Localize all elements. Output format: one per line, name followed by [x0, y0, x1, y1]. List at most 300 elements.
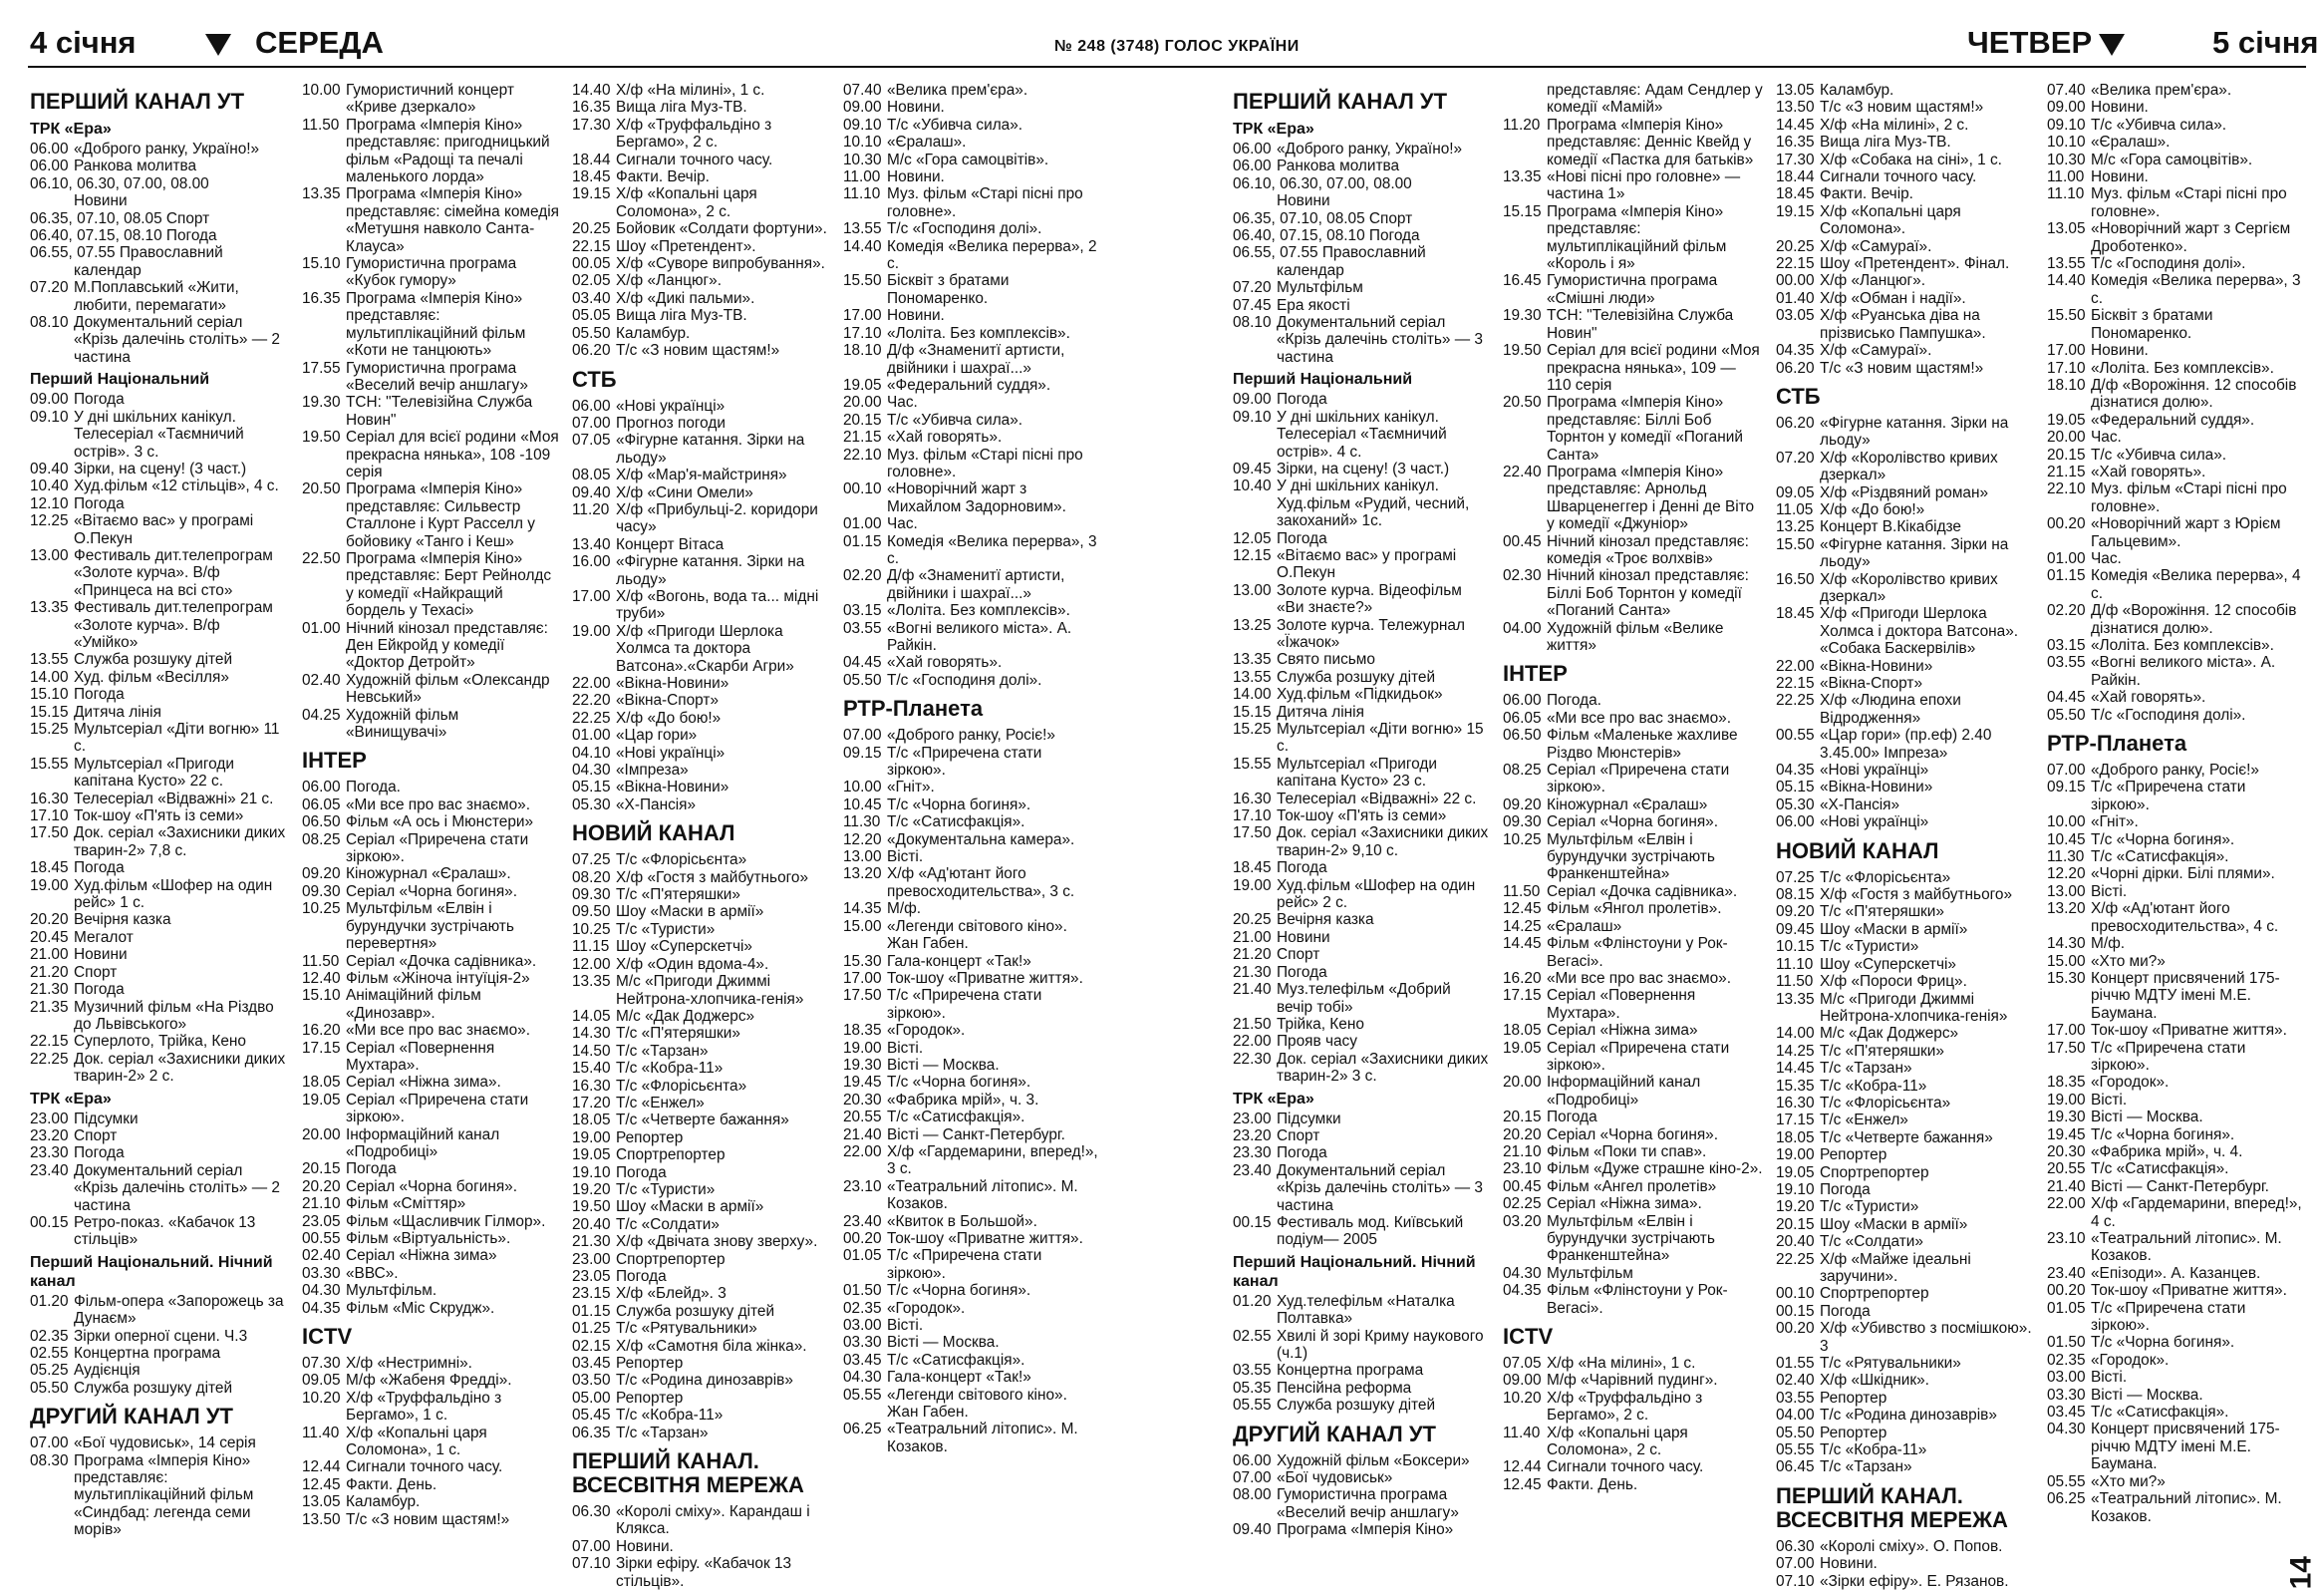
listing-time: 21.20: [1233, 946, 1272, 964]
listing-row: [1503, 813, 1764, 830]
listing-time: 01.50: [2047, 1334, 2086, 1352]
listing-time: 03.55: [843, 619, 882, 637]
listing-time: 02.40: [302, 1247, 341, 1265]
listing-title: Спортрепортер: [1820, 1285, 1929, 1303]
listing-time: 13.55: [2047, 255, 2086, 273]
listing-time: 18.45: [30, 859, 69, 877]
listing-row: [2047, 82, 2304, 99]
listing-title: Т/с «Убивча сила».: [887, 116, 1023, 134]
listing-title: «Цар гори» (пр.еф) 2.40 3.45.00» Імпреза»: [1820, 727, 1992, 762]
listing-row: [2047, 515, 2304, 550]
listing-title: Худ.фільм «Шофер на один рейс» 1 с.: [74, 876, 273, 912]
listing-time: 20.00: [2047, 429, 2086, 447]
listing-row: [30, 391, 287, 408]
listing-row: [1503, 117, 1764, 168]
listing-title: Мультфільм «Елвін і бурундучки зустрічають Франкенштейна»: [1547, 830, 1715, 883]
listing-row: [572, 1251, 829, 1268]
listing-time: 02.25: [1503, 1195, 1542, 1213]
listing-title: «Ми все про вас знаємо».: [346, 795, 530, 813]
listing-row: [30, 477, 287, 494]
listing-time: 13.50: [302, 1510, 341, 1528]
header-rule: [28, 66, 2306, 68]
listing-row: [572, 1303, 829, 1320]
listing-title: Х/ф «Копальні царя Соломона», 2 с.: [616, 185, 757, 220]
listing-title: Новини.: [2091, 342, 2149, 360]
listing-row: [30, 1345, 287, 1362]
listing-title: Погода.: [346, 779, 401, 796]
listing-title: [1420, 227, 1490, 244]
listing-time: 04.00: [1503, 619, 1542, 637]
listing-row: [1503, 394, 1764, 464]
listing-row: [2047, 550, 2304, 567]
listing-time: 17.00: [843, 969, 882, 987]
listing-title: Мультфільм: [1547, 1264, 1633, 1282]
listing-title: Дитяча лінія: [74, 703, 161, 721]
listing-time: 12.45: [1503, 900, 1542, 918]
listing-time: 18.45: [1776, 605, 1815, 623]
listing-time: 07.00: [1233, 1469, 1272, 1487]
listing-row: [1233, 1521, 1490, 1538]
listing-row: [302, 672, 563, 707]
listing-time: 05.35: [1233, 1379, 1272, 1397]
listing-row: [843, 987, 1100, 1022]
listing-time: 03.55: [1233, 1362, 1272, 1380]
listing-title: «Хай говорять».: [887, 429, 1003, 447]
listing-title: Т/с «Флорісьєнта»: [616, 851, 747, 869]
listing-time: 01.00: [2047, 549, 2086, 567]
listing-row: [30, 704, 287, 721]
listing-title: Т/с «Солдати»: [616, 1215, 720, 1233]
listing-title: Серіал для всієї родини «Моя прекрасна нянька», 108 -109 серія: [346, 429, 559, 480]
listing-row: [843, 325, 1100, 342]
listing-time: 07.40: [843, 82, 882, 99]
listing-title: «Гніт».: [887, 779, 935, 796]
listing-title: [209, 175, 287, 192]
listing-time: 09.50: [572, 903, 611, 921]
listing-time: 19.50: [1503, 342, 1542, 360]
listing-title: Х/ф «Людина епохи Відродження»: [1820, 692, 1961, 727]
listing-time: 19.00: [572, 1128, 611, 1146]
listing-time: 12.15: [1233, 546, 1272, 564]
listing-row: [1503, 620, 1764, 655]
listing-title: Ранкова молитва: [74, 158, 197, 175]
listing-title: Комедія «Велика перерва», 3 с.: [887, 532, 1097, 567]
listing-row: [572, 710, 829, 727]
listing-row: [1503, 1160, 1764, 1177]
listing-row: [843, 220, 1100, 237]
listing-time: 18.35: [843, 1022, 882, 1040]
listing-title: Д/ф «Знаменитї артисти, двійники і шахраї...»: [887, 567, 1065, 602]
listing-title: Програма «Імперія Кіно» представляє: Арнольд Шварценеггер і Денні де Віто у комедії «Джуніор»: [1547, 463, 1755, 533]
listing-time: 08.25: [302, 830, 341, 848]
listing-row: [302, 1040, 563, 1075]
listing-time: 19.00: [843, 1039, 882, 1057]
left-day: СЕРЕДА: [255, 25, 384, 60]
listing-row: [30, 244, 287, 261]
listing-time: 05.55: [2047, 1472, 2086, 1490]
listing-row: [1233, 1214, 1490, 1249]
listing-title: «Цар гори»: [616, 727, 698, 745]
listing-row: [1503, 1126, 1764, 1143]
listing-row: [572, 1555, 829, 1590]
listing-row: [302, 1493, 563, 1510]
listing-row: [2047, 1178, 2304, 1195]
listing-row: [572, 1164, 829, 1181]
listing-title: Вища ліга Муз-ТВ.: [1820, 134, 1951, 152]
listing-title: Т/с «Чорна богиня».: [2091, 1125, 2235, 1143]
listing-row: [572, 675, 829, 692]
listing-time: 10.20: [1503, 1389, 1542, 1407]
listing-time: 06.00: [30, 158, 69, 175]
listing-time: 21.10: [1503, 1142, 1542, 1160]
listing-time: 21.20: [30, 963, 69, 981]
listing-title: «Королі сміху». О. Попов.: [1820, 1537, 2003, 1555]
listing-row: [1503, 82, 1764, 117]
listing-row: [2047, 707, 2304, 724]
listing-time: 22.15: [1776, 675, 1815, 692]
listing-title: Зірки ефіру. «Кабачок 13 стільців».: [616, 1555, 792, 1590]
listing-row: [2047, 185, 2304, 220]
listing-row: [1233, 1362, 1490, 1379]
listing-time: 20.40: [572, 1215, 611, 1233]
listing-time: 19.15: [572, 185, 611, 203]
listing-title: Шоу «Суперскетчі»: [1820, 955, 1956, 973]
listing-row: [1776, 658, 2033, 675]
listing-time: 18.44: [572, 151, 611, 168]
listing-title: Шоу «Маски в армії»: [1820, 1215, 1968, 1233]
listing-time: 09.05: [1776, 483, 1815, 501]
listing-time: 16.35: [1776, 134, 1815, 152]
listing-time: 21.40: [1233, 981, 1272, 999]
listing-time: 13.05: [302, 1493, 341, 1511]
listing-time: 17.50: [2047, 1039, 2086, 1057]
listing-row: [302, 1230, 563, 1247]
listing-time: 10.40: [1233, 477, 1272, 495]
listing-time: 18.10: [2047, 376, 2086, 394]
listing-title: Фільм «Дуже страшне кіно-2».: [1547, 1160, 1763, 1178]
listing-time: 02.40: [302, 671, 341, 689]
listing-title: Х/ф «Сини Омели»: [616, 483, 753, 501]
listing-row: [1776, 796, 2033, 813]
listing-row: [2047, 654, 2304, 689]
listing-time: 23.40: [843, 1212, 882, 1230]
listing-time: 23.15: [572, 1285, 611, 1303]
listing-row: [1503, 692, 1764, 709]
listing-row: [1776, 238, 2033, 255]
listing-row: [572, 779, 829, 795]
listing-title: «Королі сміху». Карандаш і Клякса.: [616, 1503, 810, 1538]
listing-time: 03.15: [2047, 637, 2086, 654]
listing-time: 06.40, 07.15, 08.10 Погода: [1233, 227, 1420, 245]
listing-row: [572, 307, 829, 324]
listing-title: «Зірки ефіру». Е. Рязанов.: [1820, 1572, 2009, 1590]
listing-row: [302, 290, 563, 360]
listing-title: Т/с «П'ятеряшки»: [616, 1025, 740, 1043]
listing-time: 12.44: [302, 1458, 341, 1476]
listing-time: 22.00: [2047, 1195, 2086, 1213]
listing-title: Т/с «З новим щастям!»: [1820, 359, 1984, 377]
listing-row: [1776, 117, 2033, 134]
listing-time: 13.35: [30, 599, 69, 617]
listing-title: Служба розшуку дітей: [1277, 1397, 1436, 1415]
listing-title: «Єралаш».: [887, 134, 967, 152]
listing-row: [2047, 848, 2304, 865]
listing-title: Комедія «Велика перерва», 4 с.: [2091, 567, 2301, 602]
listing-row: [1233, 1033, 1490, 1050]
listing-title: Х/ф «Ад'ютант його превосходительства», 4 с.: [2091, 900, 2279, 935]
listing-row: [843, 1369, 1100, 1386]
listing-row: [843, 1247, 1100, 1282]
listing-title: «Театральний літопис». М. Козаков.: [2091, 1490, 2282, 1525]
column-4: [843, 82, 1100, 1455]
listing-time: 11.10: [843, 185, 881, 203]
listing-title: Вища ліга Муз-ТВ.: [616, 307, 747, 325]
listing-row: [843, 342, 1100, 377]
listing-title: Факти. День.: [346, 1475, 437, 1493]
listing-title: Шоу «Претендент».: [616, 237, 756, 255]
listing-time: 23.40: [1233, 1161, 1272, 1179]
listing-row: [1776, 1458, 2033, 1475]
listing-title: «Хай говорять».: [2091, 463, 2206, 480]
listing-time: 15.55: [1233, 755, 1272, 773]
listing-title: Х/ф «Різдвяний роман»: [1820, 483, 1989, 501]
listing-time: 06.50: [302, 813, 341, 831]
listing-time: 21.30: [1233, 963, 1272, 981]
listing-row: [1503, 1213, 1764, 1265]
listing-title: Час.: [887, 394, 918, 412]
listing-title: Х/ф «Королівство кривих дзеркал»: [1820, 449, 1998, 484]
listing-time: 22.25: [572, 709, 611, 727]
listing-time: 05.15: [572, 779, 611, 796]
subchannel-heading: ТРК «Ера»: [1233, 121, 1314, 138]
listing-row: [843, 620, 1100, 655]
listing-row: [1776, 185, 2033, 202]
listing-title: «Х-Пансія»: [1820, 795, 1900, 813]
listing-title: Новини: [1277, 192, 1330, 210]
listing-title: Х/ф «Копальні царя Соломона».: [1820, 202, 1961, 238]
listing-row: [572, 432, 829, 467]
listing-time: 03.30: [2047, 1386, 2086, 1404]
column-1: [30, 82, 287, 1539]
listing-row: [1503, 1390, 1764, 1425]
listing-title: Х/ф «Пригоди Шерлока Холмса і доктора Ватсона». «Собака Баскервілів»: [1820, 605, 2019, 658]
listing-time: 06.45: [1776, 1458, 1815, 1476]
listing-time: 05.30: [1776, 795, 1815, 813]
listing-row: [1776, 518, 2033, 535]
listing-title: Підсумки: [74, 1110, 139, 1127]
listing-title: Бісквіт з братами Пономаренко.: [2091, 307, 2213, 342]
listing-title: «Лоліта. Без комплексів».: [887, 324, 1070, 342]
listing-row: [572, 1198, 829, 1215]
listing-title: Х/ф «До бою!»: [1820, 500, 1925, 518]
listing-row: [302, 813, 563, 830]
listing-row: [572, 1407, 829, 1424]
listing-row: [843, 865, 1100, 900]
listing-row: [1503, 1355, 1764, 1372]
listing-row: [1776, 727, 2033, 762]
listing-time: 18.05: [1503, 1022, 1542, 1040]
listing-time: 23.30: [1233, 1144, 1272, 1162]
listing-time: 15.50: [843, 272, 882, 290]
listing-title: календар: [74, 261, 142, 279]
listing-row: [30, 1111, 287, 1127]
column-7: [1776, 82, 2033, 1590]
listing-time: 01.15: [572, 1302, 611, 1320]
listing-time: 11.20: [1503, 116, 1541, 134]
listing-row: [2047, 152, 2304, 168]
listing-row: [1233, 582, 1490, 617]
listing-time: 06.00: [1233, 1451, 1272, 1469]
listing-time: 22.15: [30, 1033, 69, 1051]
listing-time: 13.20: [2047, 900, 2086, 918]
listing-time: 13.00: [1233, 581, 1272, 599]
listing-row: [2047, 99, 2304, 116]
listing-time: 02.15: [572, 1337, 611, 1355]
listing-row: [843, 1317, 1100, 1334]
listing-title: Гумористична програма «Кубок гумору»: [346, 255, 517, 290]
listing-title: Т/с «Родина динозаврів»: [616, 1372, 793, 1390]
listing-row: [2047, 953, 2304, 970]
listing-title: М/с «Дак Доджерс»: [616, 1007, 755, 1025]
listing-row: [302, 796, 563, 813]
listing-time: 12.00: [572, 955, 611, 973]
listing-time: 13.35: [1503, 168, 1542, 186]
listing-title: Т/с «Кобра-11»: [1820, 1077, 1927, 1095]
listing-row: [572, 851, 829, 868]
listing-time: 09.20: [1503, 795, 1542, 813]
listing-title: Фільм «Поки ти спав».: [1547, 1142, 1707, 1160]
listing-time: 12.45: [302, 1475, 341, 1493]
listing-time: 09.10: [2047, 116, 2086, 134]
listing-title: Телесеріал «Відважні» 22 с.: [1277, 790, 1477, 807]
listing-time: 22.00: [1776, 657, 1815, 675]
listing-title: Шоу «Суперскетчі»: [616, 938, 752, 956]
listing-row: [2047, 1126, 2304, 1143]
listing-time: 09.00: [30, 391, 69, 409]
listing-title: Вісті — Санкт-Петербург.: [2091, 1177, 2269, 1195]
listing-row: [572, 255, 829, 272]
listing-title: Т/с «Солдати»: [1820, 1233, 1923, 1251]
listing-time: 22.25: [30, 1050, 69, 1068]
listing-row: [1503, 970, 1764, 987]
listing-time: 07.20: [30, 279, 69, 297]
listing-title: Серіал «Дочка садівника».: [346, 952, 537, 970]
listing-row: [302, 255, 563, 290]
listing-time: 23.10: [2047, 1230, 2086, 1247]
listing-title: Погода: [74, 1144, 125, 1162]
listing-title: Шоу «Маски в армії»: [616, 1198, 764, 1216]
listing-title: Сигнали точного часу.: [1547, 1458, 1704, 1476]
listing-row: [843, 117, 1100, 134]
listing-row: [2047, 970, 2304, 1022]
listing-title: «Вогні великого міста». А. Райкін.: [887, 619, 1072, 654]
listing-row: [1776, 1060, 2033, 1077]
listing-row: [572, 1181, 829, 1198]
listing-time: 07.00: [2047, 762, 2086, 780]
listing-row: [572, 938, 829, 955]
listing-title: Т/с «Тарзан»: [616, 1424, 709, 1441]
listing-title: Х/ф «Двічата знову зверху».: [616, 1233, 818, 1251]
listing-title: Х/ф «Ад'ютант його превосходительства», 3 с.: [887, 865, 1075, 900]
listing-time: 10.15: [1776, 938, 1815, 956]
listing-row: [843, 429, 1100, 446]
listing-time: 15.50: [1776, 535, 1815, 553]
listing-title: Х/ф «Ланцюг».: [616, 272, 723, 290]
listing-row: [843, 185, 1100, 220]
listing-row: [30, 1051, 287, 1086]
listing-title: М/ф.: [887, 900, 922, 918]
listing-row: [843, 953, 1100, 970]
listing-time: 22.10: [2047, 480, 2086, 498]
listing-row: [2047, 360, 2304, 377]
listing-time: 05.55: [1233, 1397, 1272, 1415]
listing-row: [1776, 1043, 2033, 1060]
listing-title: Фільм «Флінстоуни у Рок-Вегасі».: [1547, 935, 1728, 970]
listing-title: М/ф «Жабеня Фредді».: [346, 1372, 512, 1390]
listing-time: 00.20: [2047, 1282, 2086, 1300]
listing-time: 00.45: [1503, 532, 1542, 550]
listing-title: Художній фільм «Велике життя»: [1547, 619, 1724, 654]
listing-row: [572, 921, 829, 938]
listing-title: Новини.: [1820, 1555, 1878, 1573]
listing-title: Погода: [74, 686, 125, 704]
listing-row: [30, 651, 287, 668]
listing-title: Зірки, на сцену! (3 част.): [1277, 460, 1450, 477]
listing-time: 03.05: [1776, 307, 1815, 325]
listing-row: [572, 1390, 829, 1407]
listing-title: [217, 227, 287, 244]
listing-row: [30, 547, 287, 599]
listing-time: 03.55: [2047, 654, 2086, 672]
listing-title: Х/ф «Ланцюг».: [1820, 272, 1926, 290]
listing-row: [572, 501, 829, 536]
listing-time: 19.00: [1233, 876, 1272, 894]
listing-row: [572, 1372, 829, 1389]
listing-time: 01.40: [1776, 289, 1815, 307]
listing-row: [1503, 918, 1764, 935]
listing-time: 20.20: [30, 911, 69, 929]
listing-row: [1503, 168, 1764, 203]
listing-title: Т/с «Флорісьєнта»: [1820, 1094, 1951, 1112]
listing-title: Репортер: [616, 1389, 684, 1407]
listing-time: 20.20: [302, 1177, 341, 1195]
listing-time: 07.05: [572, 432, 611, 450]
listing-row: [1233, 1469, 1490, 1486]
listing-row: [2047, 1230, 2304, 1265]
listing-title: Ток-шоу «Приватне життя».: [887, 1230, 1083, 1247]
listing-time: 16.30: [30, 790, 69, 807]
listing-title: М/с «Гора самоцвітів».: [887, 151, 1049, 168]
listing-time: 06.00: [572, 397, 611, 415]
listing-row: [1776, 956, 2033, 973]
listing-row: [572, 903, 829, 920]
listing-row: [302, 1300, 563, 1317]
listing-time: 09.30: [1503, 813, 1542, 831]
listing-row: [2047, 1109, 2304, 1125]
listing-time: 20.20: [1503, 1125, 1542, 1143]
listing-title: «Х-Пансія»: [616, 795, 697, 813]
listing-row: [1776, 1129, 2033, 1146]
listing-title: «Єралаш»: [1547, 917, 1622, 935]
listing-time: 21.00: [30, 946, 69, 964]
listing-time: 09.10: [843, 116, 882, 134]
listing-title: Х/ф «Прибульці-2. коридори часу»: [616, 500, 818, 536]
listing-row: [2047, 1352, 2304, 1369]
listing-title: Т/с «Сатисфакція».: [887, 1351, 1025, 1369]
listing-row: [572, 82, 829, 99]
listing-time: 07.40: [2047, 82, 2086, 99]
listing-row: [2047, 1195, 2304, 1230]
